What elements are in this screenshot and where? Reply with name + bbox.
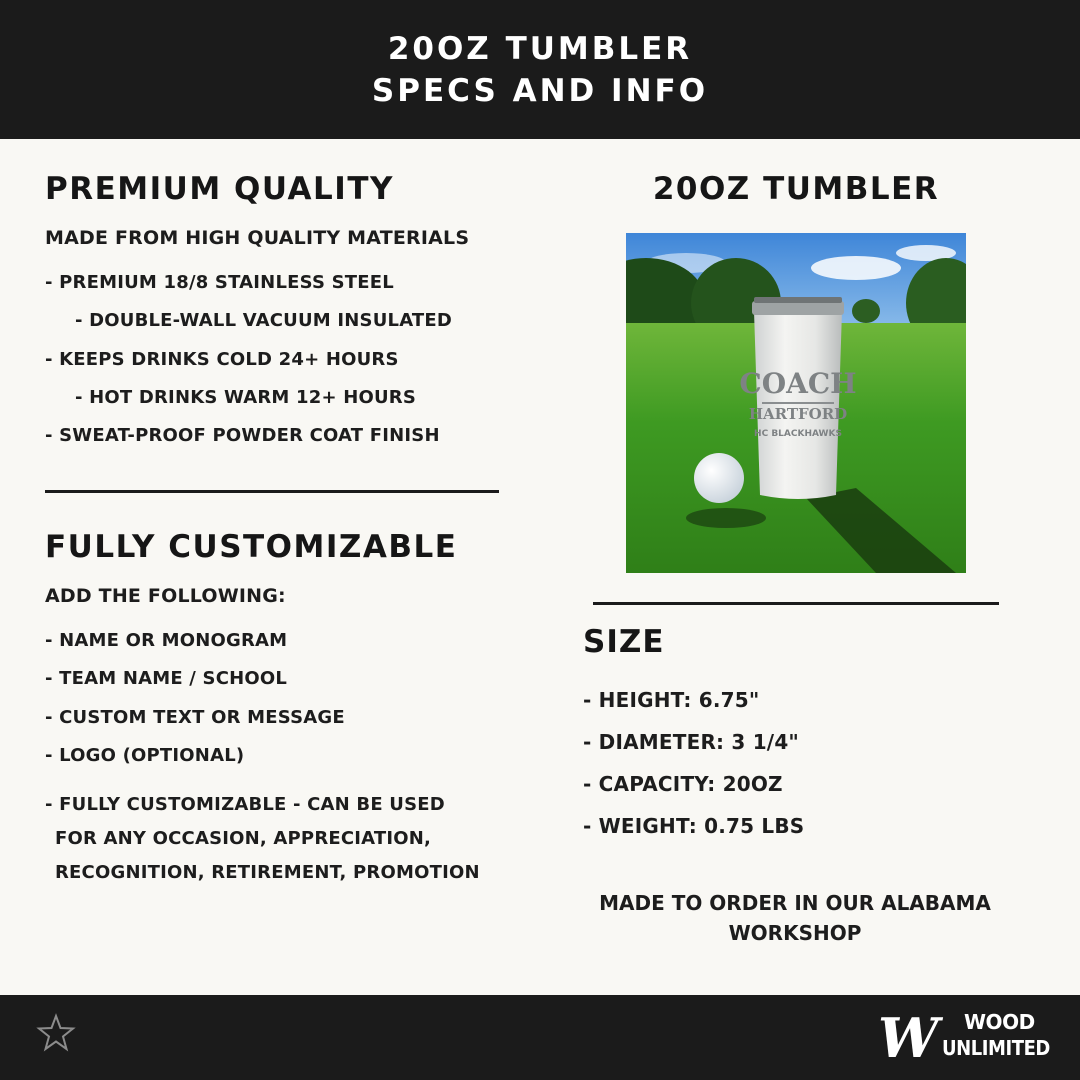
quality-item: - PREMIUM 18/8 STAINLESS STEEL [45,272,394,293]
logo-letter: W [878,1006,939,1067]
star-outline-icon [36,1013,76,1053]
product-heading: 20OZ TUMBLER [652,171,940,207]
made-line: MADE TO ORDER IN OUR ALABAMA [599,891,991,915]
footer-bar [0,995,1080,1080]
engraving-line: HC BLACKHAWKS [754,429,842,439]
engraving-line: HARTFORD [748,405,848,423]
size-heading: SIZE [583,624,665,660]
engraving-line: COACH [739,367,857,400]
custom-item: - LOGO (OPTIONAL) [45,745,245,766]
product-photo [626,233,966,573]
logo-word-wood: WOOD [964,1010,1035,1034]
size-item: - HEIGHT: 6.75" [583,688,760,712]
section-divider [593,602,999,605]
quality-item: - KEEPS DRINKS COLD 24+ HOURS [45,349,399,370]
custom-heading: FULLY CUSTOMIZABLE [45,529,458,565]
size-item: - DIAMETER: 3 1/4" [583,730,800,754]
made-to-order-note [583,888,1007,948]
custom-note-line: RECOGNITION, RETIREMENT, PROMOTION [55,862,480,883]
header-banner [0,0,1080,139]
quality-item: - SWEAT-PROOF POWDER COAT FINISH [45,425,440,446]
custom-note-line: FOR ANY OCCASION, APPRECIATION, [55,828,432,849]
custom-item: - TEAM NAME / SCHOOL [45,668,288,689]
custom-note-line: - FULLY CUSTOMIZABLE - CAN BE USED [45,794,445,815]
quality-heading: PREMIUM QUALITY [45,171,394,207]
size-item: - CAPACITY: 20OZ [583,772,783,796]
size-item: - WEIGHT: 0.75 LBS [583,814,805,838]
quality-item: - DOUBLE-WALL VACUUM INSULATED [75,310,453,331]
made-line: WORKSHOP [728,921,862,945]
header-subtitle: SPECS AND INFO [371,72,709,109]
quality-intro: MADE FROM HIGH QUALITY MATERIALS [45,227,470,249]
custom-item: - NAME OR MONOGRAM [45,630,288,651]
brand-logo [876,1005,1056,1067]
custom-item: - CUSTOM TEXT OR MESSAGE [45,707,345,728]
logo-word-unlimited: UNLIMITED [942,1036,1050,1060]
quality-item: - HOT DRINKS WARM 12+ HOURS [75,387,417,408]
section-divider [45,490,499,493]
header-title: 20OZ TUMBLER [387,30,693,67]
custom-intro: ADD THE FOLLOWING: [45,585,286,607]
